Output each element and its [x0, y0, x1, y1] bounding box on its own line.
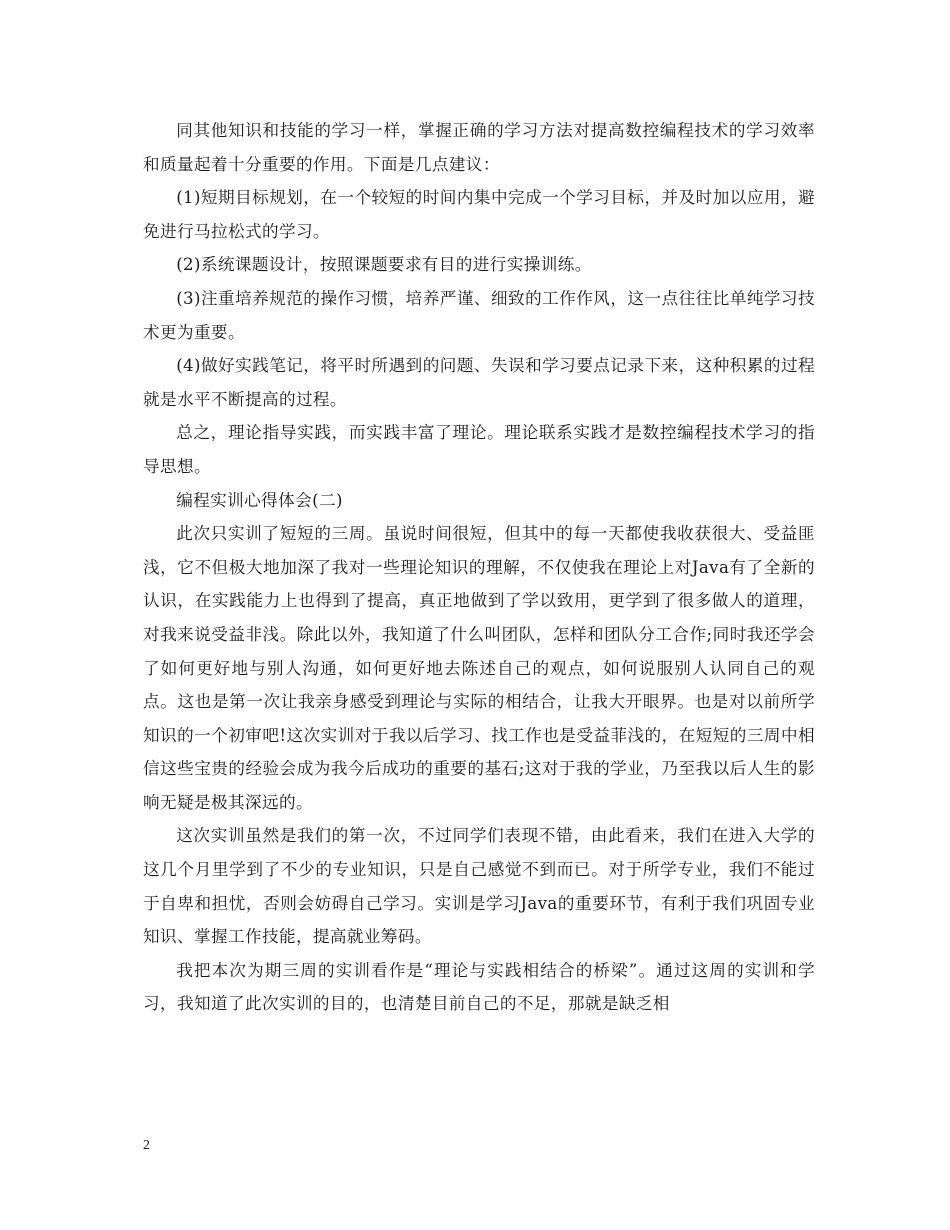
paragraph-suggestion-3: (3)注重培养规范的操作习惯，培养严谨、细致的工作作风，这一点往往比单纯学习技术更为重要。 [143, 288, 815, 342]
section-heading: 编程实训心得体会(二) [176, 490, 343, 510]
paragraph-intro: 同其他知识和技能的学习一样，掌握正确的学习方法对提高数控编程技术的学习效率和质量起着十分重要的作用。下面是几点建议： [143, 121, 815, 174]
paragraph-training-reflection: 此次只实训了短短的三周。虽说时间很短，但其中的每一天都使我收获很大、受益匪浅，它不但极大地加深了我对一些理论知识的理解，不仅使我在理论上对Java有了全新的认识，在实践能力上也得到了提高，真正地做到了学以致用，更学到了很多做人的道理，对我来说受益非浅。除此以外，我知道了什么叫团队，怎样和团队分工合作;同时我还学会了如何更好地与别人沟通，如何更好地去陈述自己的观点，如何说服别人认同自己的观点。这也是第一次让我亲身感受到理论与实际的相结合，让我大开眼界。也是对以前所学知识的一个初审吧!这次实训对于我以后学习、找工作也是受益菲浅的，在短短的三周中相信这些宝贵的经验会成为我今后成功的重要的基石;这对于我的学业，乃至我以后人生的影响无疑是极其深远的。 [143, 524, 815, 812]
paragraph-first-training: 这次实训虽然是我们的第一次，不过同学们表现不错，由此看来，我们在进入大学的这几个月里学到了不少的专业知识，只是自己感觉不到而已。对于所学专业，我们不能过于自卑和担忧，否则会妨碍自己学习。实训是学习Java的重要环节，有利于我们巩固专业知识、掌握工作技能，提高就业筹码。 [143, 826, 815, 947]
document-body [143, 114, 815, 1021]
paragraph-summary: 总之，理论指导实践，而实践丰富了理论。理论联系实践才是数控编程技术学习的指导思想。 [143, 423, 815, 476]
paragraph-suggestion-4: (4)做好实践笔记，将平时所遇到的问题、失误和学习要点记录下来，这种积累的过程就是水平不断提高的过程。 [143, 356, 815, 409]
paragraph-suggestion-2: (2)系统课题设计，按照课题要求有目的进行实操训练。 [176, 255, 592, 275]
page-number: 2 [143, 1138, 150, 1153]
paragraph-suggestion-1: (1)短期目标规划，在一个较短的时间内集中完成一个学习目标，并及时加以应用，避免进行马拉松式的学习。 [143, 188, 815, 241]
paragraph-bridge: 我把本次为期三周的实训看作是“理论与实践相结合的桥梁”。通过这周的实训和学习，我知道了此次实训的目的，也清楚目前自己的不足，那就是缺乏相 [143, 960, 815, 1014]
